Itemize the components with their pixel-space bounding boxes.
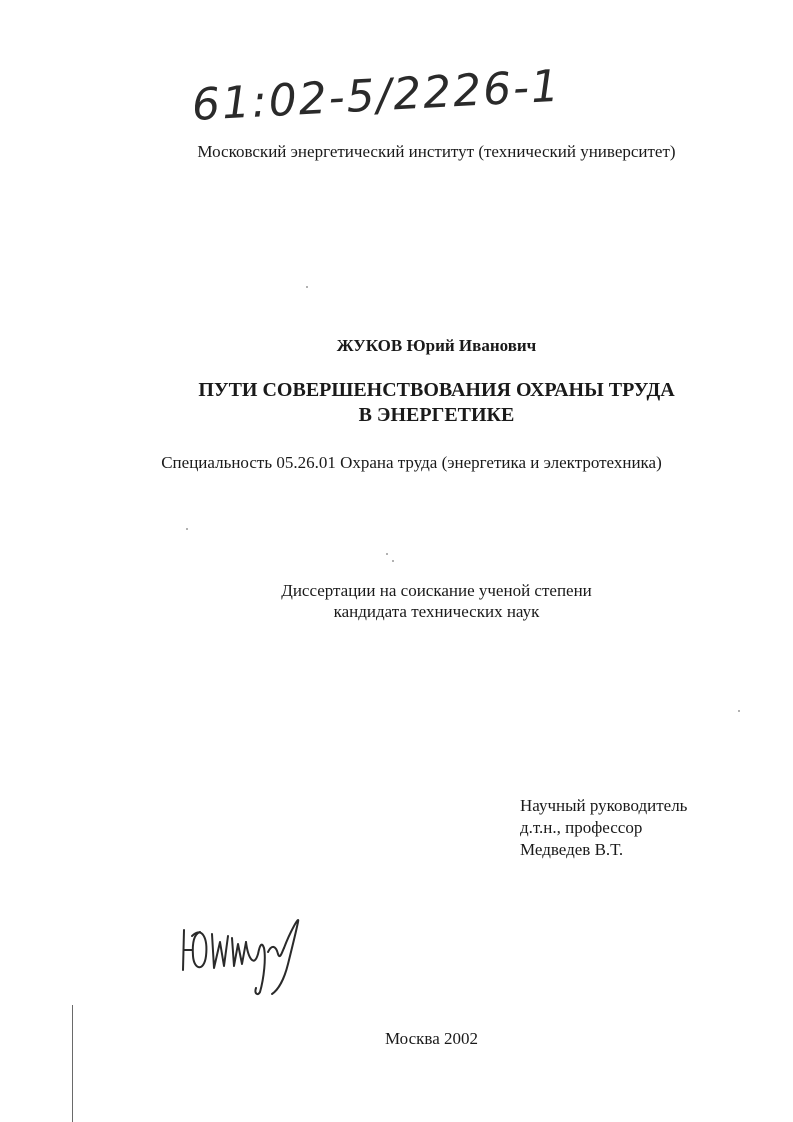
degree-line-2: кандидата технических наук [333, 602, 540, 621]
supervisor-title: д.т.н., профессор [520, 818, 643, 837]
author-signature [178, 908, 318, 998]
specialty-line: Специальность 05.26.01 Охрана труда (энергетика и электротехника) [161, 453, 662, 472]
archive-code-handwritten: 61:02-5/2226-1 [190, 60, 563, 131]
supervisor-name: Медведев В.Т. [520, 840, 624, 859]
institute-name: Московский энергетический институт (технический университет) [197, 142, 676, 161]
scan-margin-line [72, 1005, 73, 1122]
author-name: ЖУКОВ Юрий Иванович [336, 336, 537, 355]
scan-speck [386, 553, 388, 555]
supervisor-role: Научный руководитель [520, 796, 688, 815]
degree-line-1: Диссертации на соискание ученой степени [281, 581, 592, 600]
supervisor-block [520, 795, 687, 861]
title-line-1: ПУТИ СОВЕРШЕНСТВОВАНИЯ ОХРАНЫ ТРУДА [198, 379, 675, 401]
scan-speck [738, 710, 740, 712]
scan-speck [306, 286, 308, 288]
degree-statement [0, 580, 793, 622]
city-year: Москва 2002 [384, 1029, 479, 1048]
scan-speck [186, 528, 188, 530]
scan-speck [392, 560, 394, 562]
dissertation-title [0, 378, 793, 428]
title-line-2: В ЭНЕРГЕТИКЕ [358, 404, 515, 426]
